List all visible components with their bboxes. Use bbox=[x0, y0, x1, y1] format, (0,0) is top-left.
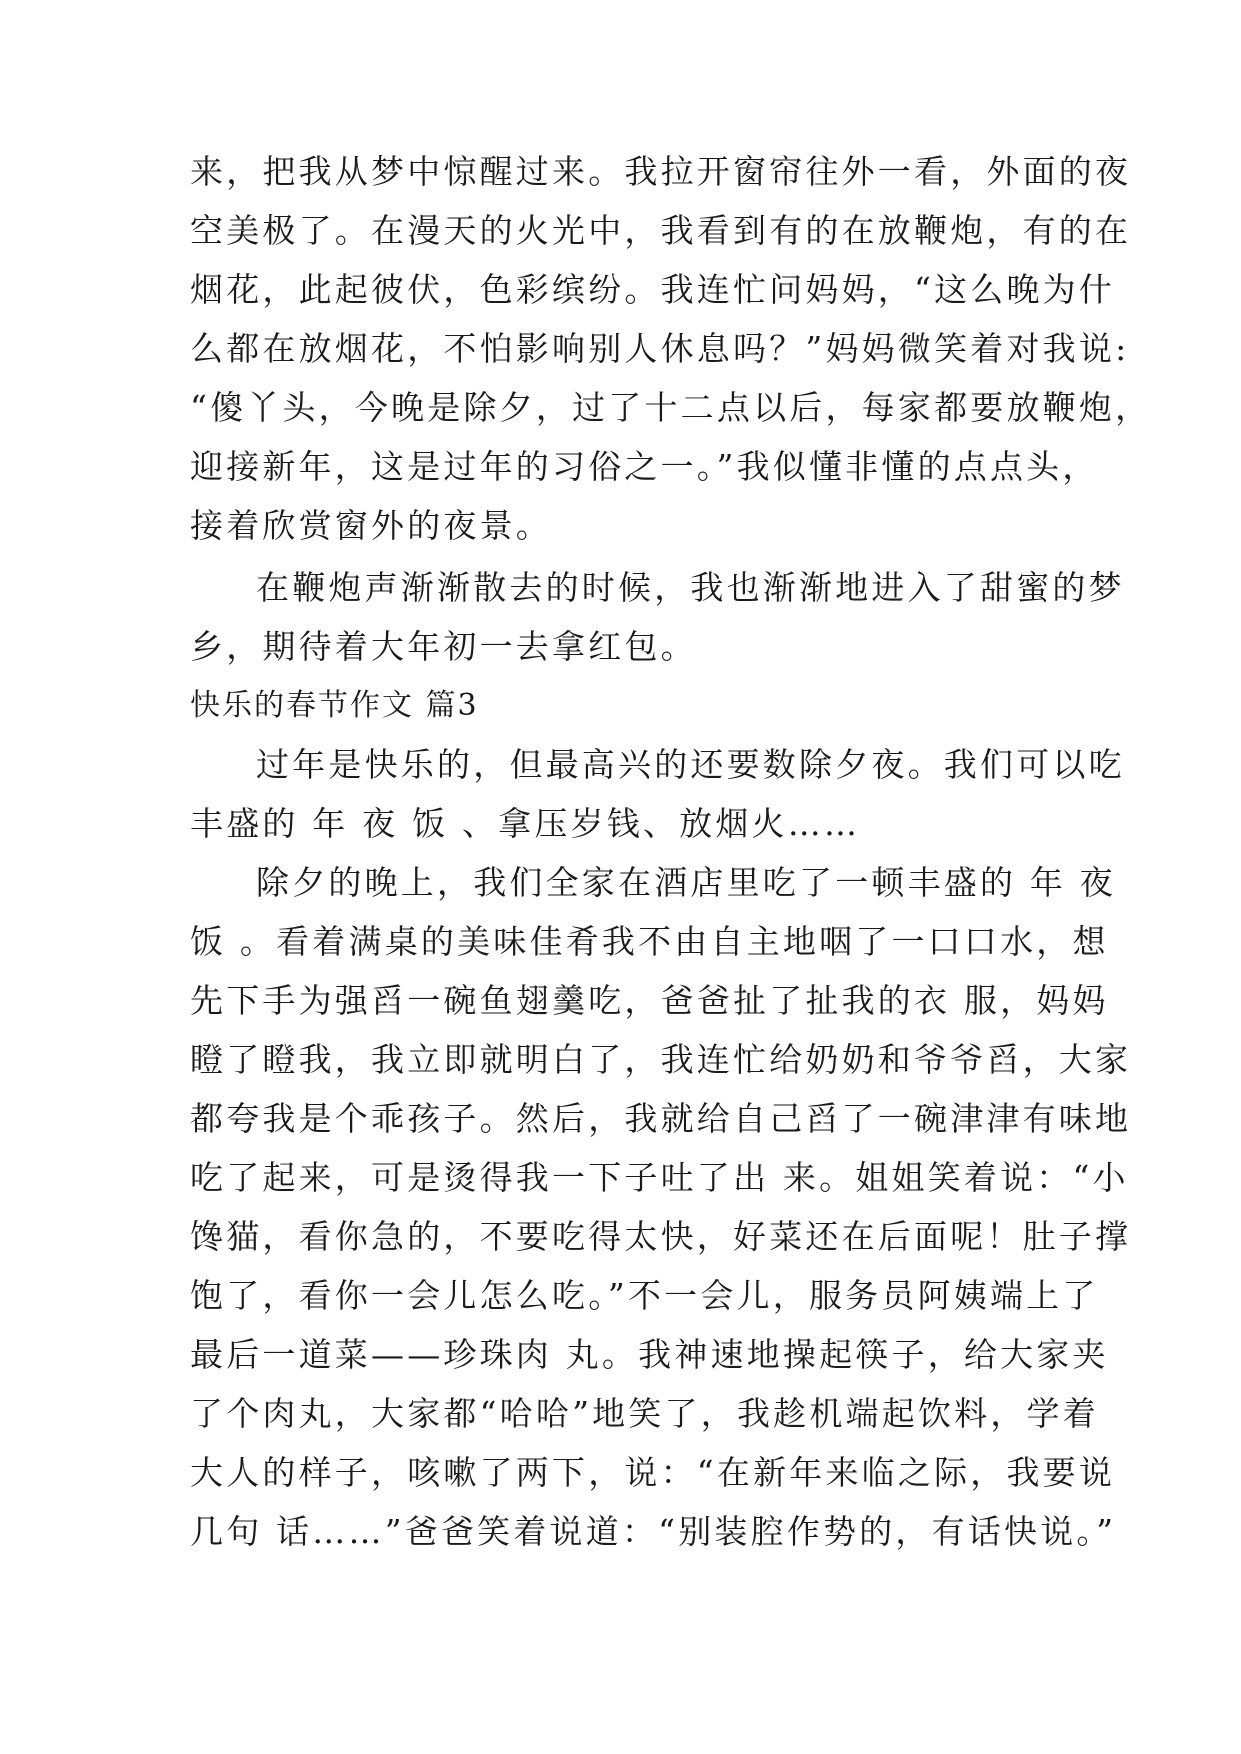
text-line: 吃了起来，可是烫得我一下子吐了出 来。姐姐笑着说：“小 bbox=[190, 1158, 1129, 1197]
paragraph-4 bbox=[190, 853, 1132, 1561]
text-line: 烟花，此起彼伏，色彩缤纷。我连忙问妈妈，“这么晚为什 bbox=[190, 270, 1116, 309]
text-line: 除夕的晚上，我们全家在酒店里吃了一顿丰盛的 年 夜 bbox=[256, 863, 1116, 902]
text-line: 接着欣赏窗外的夜景。 bbox=[190, 506, 552, 545]
text-line: 在鞭炮声渐渐散去的时候，我也渐渐地进入了甜蜜的梦 bbox=[256, 568, 1125, 607]
text-line: 几句 话……”爸爸笑着说道：“别装腔作势的，有话快说。” bbox=[190, 1512, 1117, 1551]
paragraph-1 bbox=[190, 142, 1152, 555]
text-line: 过年是快乐的，但最高兴的还要数除夕夜。我们可以吃 bbox=[256, 745, 1125, 784]
text-line: 饱了，看你一会儿怎么吃。”不一会儿，服务员阿姨端上了 bbox=[190, 1276, 1099, 1315]
text-line: “傻丫头，今晚是除夕，过了十二点以后，每家都要放鞭炮， bbox=[190, 388, 1152, 427]
text-line: 空美极了。在漫天的火光中，我看到有的在放鞭炮，有的在 bbox=[190, 211, 1132, 250]
text-line: 大人的样子，咳嗽了两下，说：“在新年来临之际，我要说 bbox=[190, 1453, 1116, 1492]
section-heading: 快乐的春节作文 篇3 bbox=[190, 688, 479, 723]
text-line: 最后一道菜——珍珠肉 丸。我神速地操起筷子，给大家夹 bbox=[190, 1335, 1109, 1374]
text-line: 迎接新年，这是过年的习俗之一。”我似懂非懂的点点头， bbox=[190, 447, 1099, 486]
text-line: 了个肉丸，大家都“哈哈”地笑了，我趁机端起饮料，学着 bbox=[190, 1394, 1099, 1433]
paragraph-2 bbox=[190, 558, 1125, 676]
text-line: 乡，期待着大年初一去拿红包。 bbox=[190, 627, 697, 666]
text-line: 都夸我是个乖孩子。然后，我就给自己舀了一碗津津有味地 bbox=[190, 1099, 1132, 1138]
text-line: 么都在放烟花，不怕影响别人休息吗？”妈妈微笑着对我说: bbox=[190, 329, 1130, 368]
paragraph-3 bbox=[190, 735, 1125, 853]
text-line: 来，把我从梦中惊醒过来。我拉开窗帘往外一看，外面的夜 bbox=[190, 152, 1132, 191]
text-line: 瞪了瞪我，我立即就明白了，我连忙给奶奶和爷爷舀，大家 bbox=[190, 1040, 1132, 1079]
text-line: 先下手为强舀一碗鱼翅羹吃，爸爸扯了扯我的衣 服，妈妈 bbox=[190, 981, 1109, 1020]
section-heading-block bbox=[190, 676, 1070, 735]
text-line: 饭 。看着满桌的美味佳肴我不由自主地咽了一口口水，想 bbox=[190, 922, 1109, 961]
text-line: 丰盛的 年 夜 饭 、拿压岁钱、放烟火…… bbox=[190, 804, 861, 843]
text-line: 馋猫，看你急的，不要吃得太快，好菜还在后面呢！肚子撑 bbox=[190, 1217, 1132, 1256]
